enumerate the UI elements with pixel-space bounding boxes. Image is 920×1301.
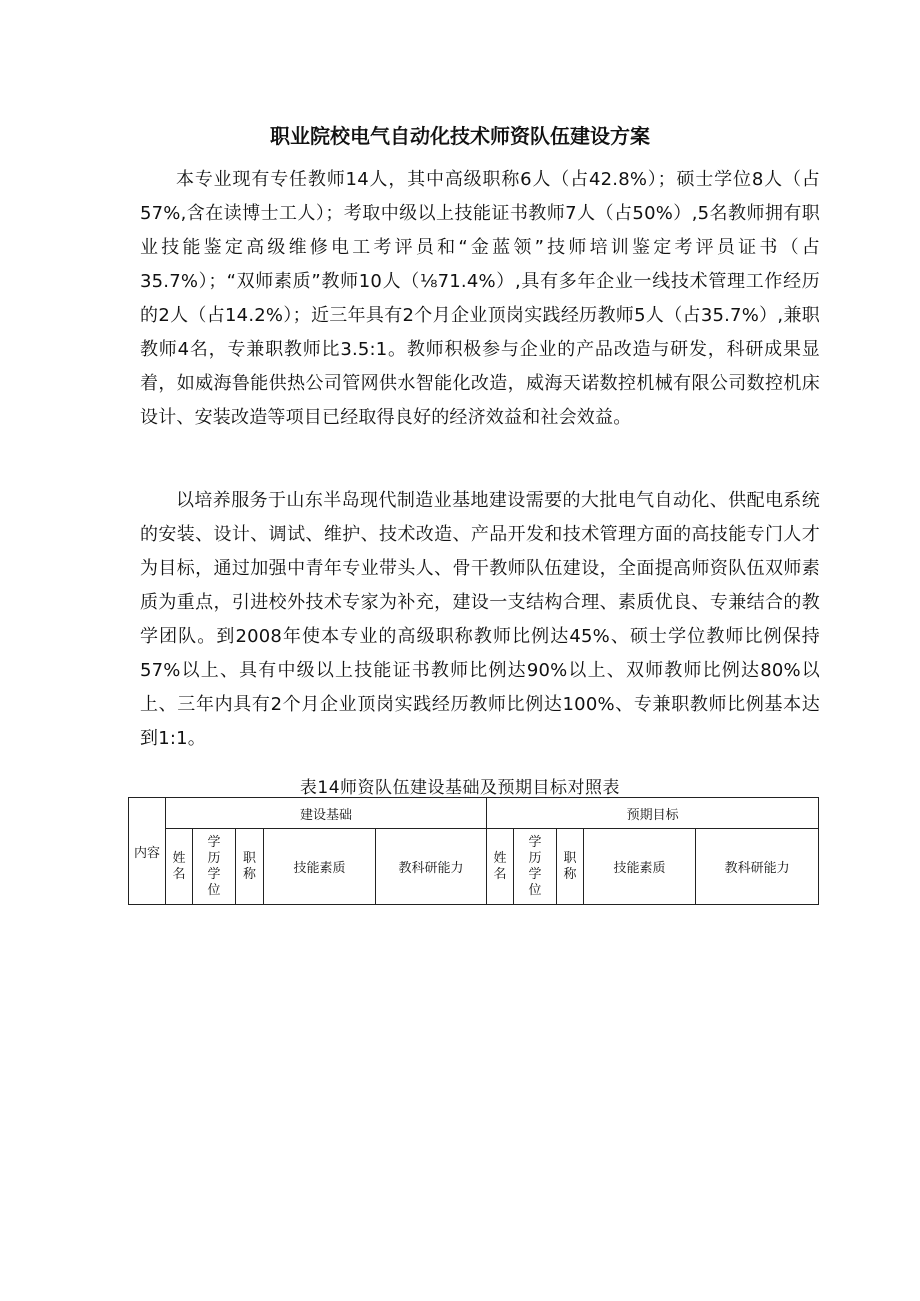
col-header-title: 职称 — [242, 850, 256, 882]
col-header-cell — [514, 829, 557, 905]
table-subheader-row — [129, 829, 819, 905]
col-header-cell — [584, 829, 696, 905]
document-title: 职业院校电气自动化技术师资队伍建设方案 — [270, 124, 650, 148]
col-header-title: 职称 — [563, 850, 577, 882]
col-header-name: 姓名 — [493, 850, 507, 882]
col-header-degree: 学历学位 — [528, 834, 542, 898]
col-header-research: 教科研能力 — [398, 861, 464, 876]
col-header-cell — [236, 829, 264, 905]
col-header-cell — [264, 829, 376, 905]
table-caption: 表14师资队伍建设基础及预期目标对照表 — [299, 778, 621, 798]
group-title-basis: 建设基础 — [300, 807, 353, 823]
group-header-basis — [166, 798, 487, 829]
col-header-cell — [487, 829, 514, 905]
col-header-cell — [166, 829, 193, 905]
col-header-skill: 技能素质 — [613, 861, 666, 876]
group-title-goal: 预期目标 — [626, 807, 679, 823]
col-header-cell — [696, 829, 819, 905]
group-header-goal — [487, 798, 819, 829]
table-header-row — [129, 798, 819, 829]
col-header-name: 姓名 — [172, 850, 186, 882]
comparison-table — [128, 797, 819, 905]
col-header-skill: 技能素质 — [293, 861, 346, 876]
paragraph-goals: 以培养服务于山东半岛现代制造业基地建设需要的大批电气自动化、供配电系统的安装、设计、调试、维护、技术改造、产品开发和技术管理方面的高技能专门人才为目标，通过加强中青年专业带头人、骨干教师队伍建设，全面提高师资队伍双师素质为重点，引进校外技术专家为补充，建设一支结构合理、素质优良、专兼结合的教学团队。到2008年使本专业的高级职称教师比例达45%、硕士学位教师比例保持57%以上、具有中级以上技能证书教师比例达90%以上、双师教师比例达80%以上、三年内具有2个月企业顶岗实践经历教师比例达100%、专兼职教师比例基本达到1:1。 — [140, 490, 820, 749]
col-header-cell — [193, 829, 236, 905]
col-header-degree: 学历学位 — [207, 834, 221, 898]
col-header-cell — [376, 829, 487, 905]
row-header-cell — [129, 798, 166, 905]
paragraph-current-staff: 本专业现有专任教师14人，其中高级职称6人（占42.8%）；硕士学位8人（占57%,含在读博士工人）；考取中级以上技能证书教师7人（占50%）,5名教师拥有职业技能鉴定高级维修电工考评员和“金蓝领”技师培训鉴定考评员证书（占35.7%）；“双师素质”教师10人（⅛71.4%）,具有多年企业一线技术管理工作经历的2人（占14.2%）；近三年具有2个月企业顶岗实践经历教师5人（占35.7%）,兼职教师4名，专兼职教师比3.5:1。教师积极参与企业的产品改造与研发，科研成果显着，如威海鲁能供热公司管网供水智能化改造，威海天诺数控机械有限公司数控机床设计、安装改造等项目已经取得良好的经济效益和社会效益。 — [140, 169, 820, 428]
col-header-cell — [557, 829, 584, 905]
col-header-research: 教科研能力 — [724, 861, 790, 876]
row-header-label: 内容 — [133, 845, 160, 861]
